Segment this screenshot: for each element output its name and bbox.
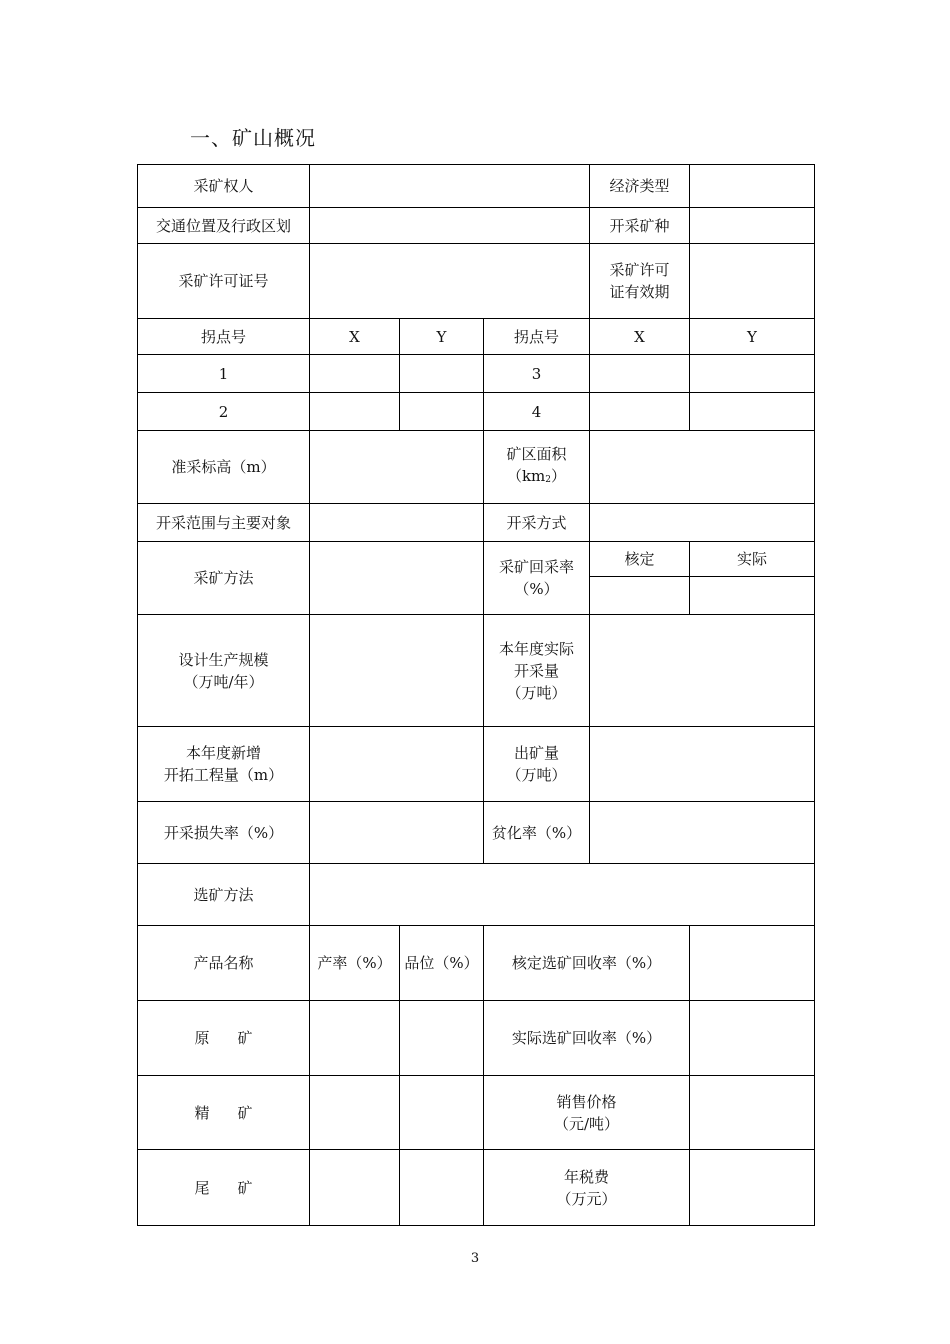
row-location bbox=[138, 208, 815, 244]
label-license-valid bbox=[590, 244, 690, 319]
value-concentrate-yield[interactable] bbox=[310, 1076, 400, 1150]
row-loss bbox=[138, 802, 815, 864]
label-x-left: X bbox=[310, 319, 400, 355]
value-new-dev[interactable] bbox=[310, 727, 484, 802]
label-raw-ore-b: 矿 bbox=[237, 1029, 253, 1047]
row-product-header bbox=[138, 926, 815, 1001]
label-license-no: 采矿许可证号 bbox=[138, 244, 310, 319]
label-grade: 品位（%） bbox=[400, 926, 484, 1001]
corner-4: 4 bbox=[484, 393, 590, 431]
value-raw-ore-grade[interactable] bbox=[400, 1001, 484, 1076]
label-annual-actual-line1: 本年度实际 bbox=[498, 639, 574, 658]
area-unit-exponent: 2 bbox=[545, 475, 552, 485]
label-approved-dressing-recovery: 核定选矿回收率（%） bbox=[484, 926, 690, 1001]
label-x-right: X bbox=[590, 319, 690, 355]
label-area bbox=[484, 431, 590, 504]
label-product-name: 产品名称 bbox=[138, 926, 310, 1001]
label-recovery bbox=[484, 542, 590, 615]
value-actual-dressing-recovery[interactable] bbox=[690, 1001, 815, 1076]
value-dressing-method[interactable] bbox=[310, 864, 815, 926]
label-actual-dressing-recovery: 实际选矿回收率（%） bbox=[484, 1001, 690, 1076]
label-sale-price-line2: （元/吨） bbox=[553, 1114, 620, 1133]
value-corner-2-y[interactable] bbox=[400, 393, 484, 431]
value-area[interactable] bbox=[590, 431, 815, 504]
row-raw-ore bbox=[138, 1001, 815, 1076]
value-scope[interactable] bbox=[310, 504, 484, 542]
mine-overview-table bbox=[137, 164, 815, 1226]
label-elevation: 准采标高（m） bbox=[138, 431, 310, 504]
value-location[interactable] bbox=[310, 208, 590, 244]
value-elevation[interactable] bbox=[310, 431, 484, 504]
value-recovery-approved[interactable] bbox=[590, 577, 690, 615]
value-corner-1-y[interactable] bbox=[400, 355, 484, 393]
page-number: 3 bbox=[470, 1251, 480, 1266]
label-annual-actual-line3: （万吨） bbox=[506, 683, 567, 702]
label-tailings-a: 尾 bbox=[194, 1178, 210, 1197]
label-dressing-method: 选矿方法 bbox=[138, 864, 310, 926]
value-corner-3-x[interactable] bbox=[590, 355, 690, 393]
area-unit-suffix: ） bbox=[551, 467, 567, 485]
label-area-line1: 矿区面积 bbox=[506, 445, 567, 463]
corner-1: 1 bbox=[138, 355, 310, 393]
value-method-open[interactable] bbox=[590, 504, 815, 542]
label-new-dev-line2: 开拓工程量（m） bbox=[163, 766, 284, 784]
row-design bbox=[138, 615, 815, 727]
section-title: 一、矿山概况 bbox=[190, 126, 316, 150]
label-annual-tax-line1: 年税费 bbox=[563, 1167, 609, 1186]
value-sale-price[interactable] bbox=[690, 1076, 815, 1150]
label-area-line2 bbox=[488, 465, 585, 491]
label-yield: 产率（%） bbox=[310, 926, 400, 1001]
label-license-valid-line2: 证有效期 bbox=[609, 283, 670, 301]
label-corner-no-left: 拐点号 bbox=[138, 319, 310, 355]
value-license-no[interactable] bbox=[310, 244, 590, 319]
label-sale-price-line1: 销售价格 bbox=[556, 1092, 617, 1111]
value-tailings-yield[interactable] bbox=[310, 1150, 400, 1226]
row-mining-method-a bbox=[138, 542, 815, 577]
value-corner-3-y[interactable] bbox=[690, 355, 815, 393]
label-concentrate-a: 精 bbox=[194, 1103, 210, 1122]
label-ore-out-line2: （万吨） bbox=[506, 766, 567, 784]
value-annual-tax[interactable] bbox=[690, 1150, 815, 1226]
label-concentrate bbox=[138, 1076, 310, 1150]
label-mineral: 开采矿种 bbox=[590, 208, 690, 244]
label-annual-tax bbox=[484, 1150, 690, 1226]
label-actual: 实际 bbox=[690, 542, 815, 577]
label-econ-type: 经济类型 bbox=[590, 165, 690, 208]
label-design-line1: 设计生产规模 bbox=[178, 650, 269, 669]
label-location: 交通位置及行政区划 bbox=[138, 208, 310, 244]
label-sale-price bbox=[484, 1076, 690, 1150]
value-econ-type[interactable] bbox=[690, 165, 815, 208]
label-concentrate-b: 矿 bbox=[237, 1103, 253, 1122]
label-method-open: 开采方式 bbox=[484, 504, 590, 542]
label-recovery-line1: 采矿回采率 bbox=[498, 558, 574, 576]
label-license-valid-line1: 采矿许可 bbox=[609, 261, 670, 279]
row-tailings bbox=[138, 1150, 815, 1226]
label-design bbox=[138, 615, 310, 727]
label-dilution: 贫化率（%） bbox=[484, 802, 590, 864]
label-mining-method: 采矿方法 bbox=[138, 542, 310, 615]
value-corner-4-y[interactable] bbox=[690, 393, 815, 431]
label-corner-no-right: 拐点号 bbox=[484, 319, 590, 355]
value-loss-rate[interactable] bbox=[310, 802, 484, 864]
label-annual-actual-line2: 开采量 bbox=[513, 661, 559, 680]
label-loss-rate: 开采损失率（%） bbox=[138, 802, 310, 864]
value-raw-ore-yield[interactable] bbox=[310, 1001, 400, 1076]
corner-3: 3 bbox=[484, 355, 590, 393]
row-new-dev bbox=[138, 727, 815, 802]
label-y-left: Y bbox=[400, 319, 484, 355]
row-corner-1-3 bbox=[138, 355, 815, 393]
value-corner-1-x[interactable] bbox=[310, 355, 400, 393]
value-recovery-actual[interactable] bbox=[690, 577, 815, 615]
row-concentrate bbox=[138, 1076, 815, 1150]
corner-2: 2 bbox=[138, 393, 310, 431]
row-elevation bbox=[138, 431, 815, 504]
value-holder[interactable] bbox=[310, 165, 590, 208]
value-license-valid[interactable] bbox=[690, 244, 815, 319]
label-approved: 核定 bbox=[590, 542, 690, 577]
value-concentrate-grade[interactable] bbox=[400, 1076, 484, 1150]
row-license bbox=[138, 244, 815, 319]
value-design[interactable] bbox=[310, 615, 484, 727]
label-recovery-line2: （%） bbox=[514, 580, 559, 598]
label-raw-ore-a: 原 bbox=[194, 1029, 210, 1047]
row-scope bbox=[138, 504, 815, 542]
value-annual-actual[interactable] bbox=[590, 615, 815, 727]
row-holder bbox=[138, 165, 815, 208]
label-tailings-b: 矿 bbox=[237, 1178, 253, 1197]
area-unit-prefix: （km bbox=[506, 467, 546, 485]
label-scope: 开采范围与主要对象 bbox=[138, 504, 310, 542]
value-corner-4-x[interactable] bbox=[590, 393, 690, 431]
value-mining-method[interactable] bbox=[310, 542, 484, 615]
label-holder: 采矿权人 bbox=[138, 165, 310, 208]
label-annual-tax-line2: （万元） bbox=[556, 1189, 617, 1208]
label-design-line2: （万吨/年） bbox=[183, 672, 264, 691]
value-corner-2-x[interactable] bbox=[310, 393, 400, 431]
value-ore-out[interactable] bbox=[590, 727, 815, 802]
label-raw-ore bbox=[138, 1001, 310, 1076]
label-ore-out bbox=[484, 727, 590, 802]
label-annual-actual bbox=[484, 615, 590, 727]
label-tailings bbox=[138, 1150, 310, 1226]
label-new-dev-line1: 本年度新增 bbox=[185, 744, 261, 762]
label-ore-out-line1: 出矿量 bbox=[513, 744, 559, 762]
row-corner-header bbox=[138, 319, 815, 355]
value-dilution[interactable] bbox=[590, 802, 815, 864]
row-dressing-method bbox=[138, 864, 815, 926]
row-corner-2-4 bbox=[138, 393, 815, 431]
label-new-dev bbox=[138, 727, 310, 802]
value-tailings-grade[interactable] bbox=[400, 1150, 484, 1226]
value-mineral[interactable] bbox=[690, 208, 815, 244]
label-y-right: Y bbox=[690, 319, 815, 355]
value-approved-dressing-recovery[interactable] bbox=[690, 926, 815, 1001]
